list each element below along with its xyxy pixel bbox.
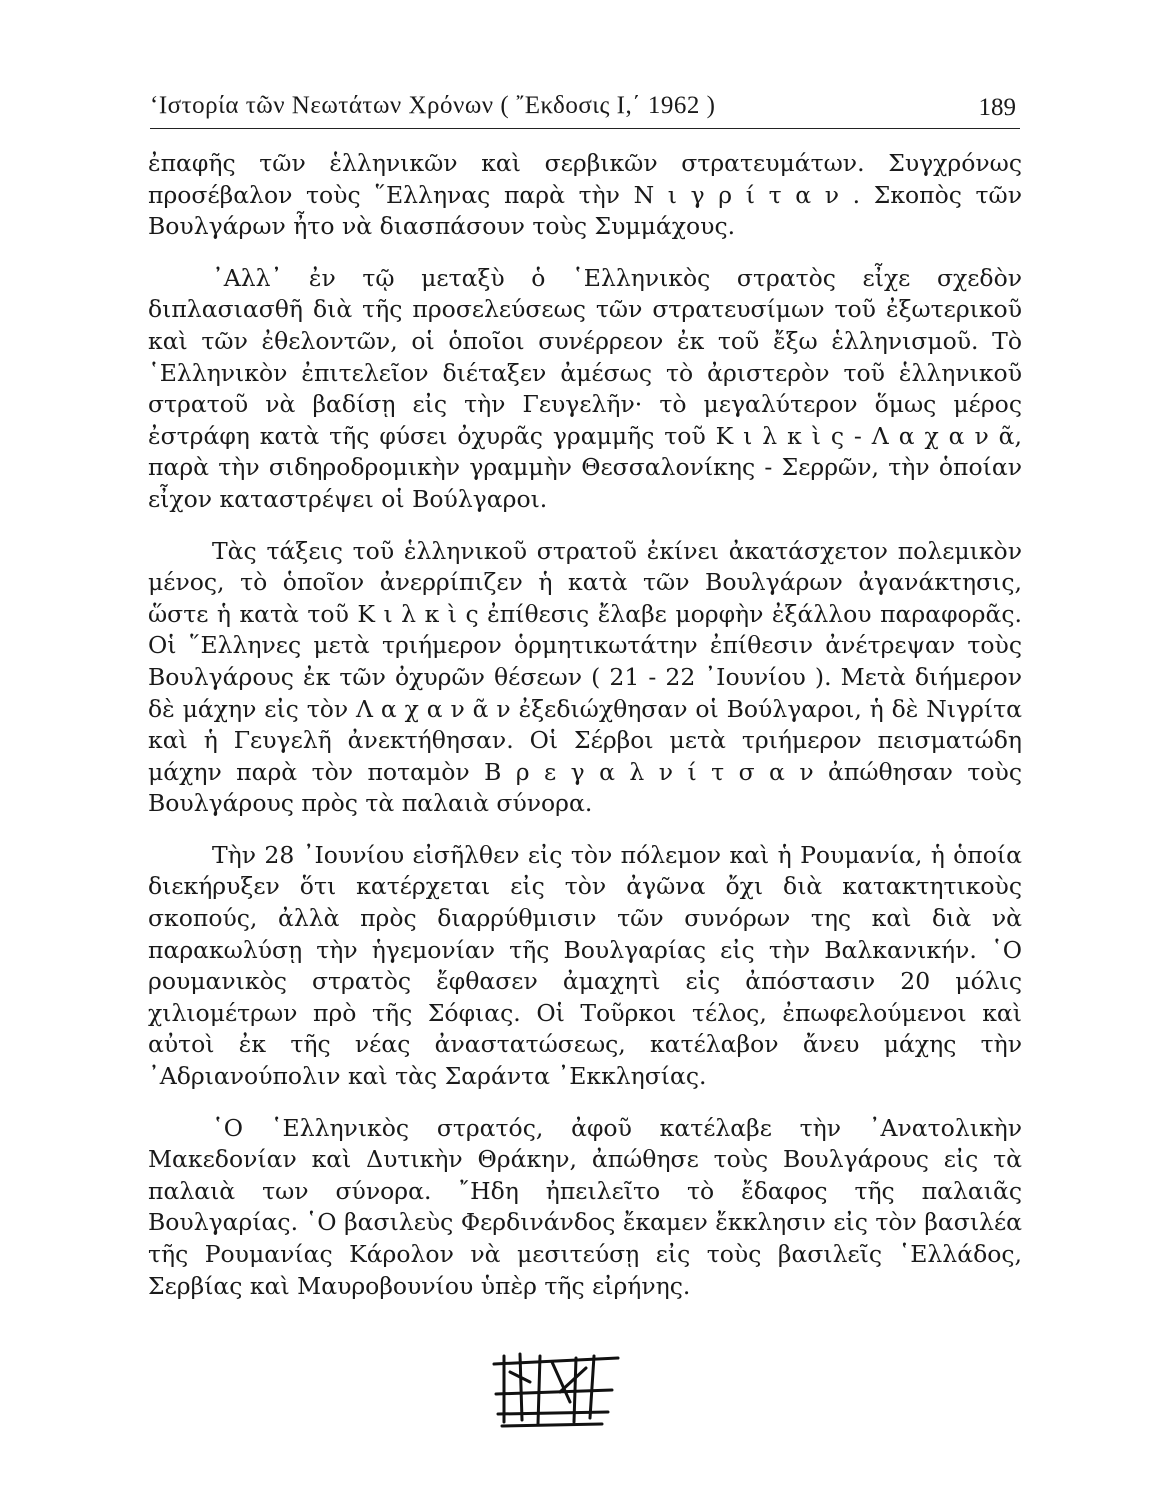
- book-title: ‘Ιστορία τῶν Νεωτάτων Χρόνων ( ῎Εκδοσις Ι,΄ 1962 ): [150, 92, 716, 119]
- paragraph-5: ῾Ο ῾Ελληνικὸς στρατός, ἀφοῦ κατέλαβε τὴν ᾿Ανατολικὴν Μακεδονίαν καὶ Δυτικὴν Θράκην, ἀπώθησε τοὺς Βουλγάρους εἰς τὰ παλαιὰ των σύνορα. ῎Ηδη ἠπειλεῖτο τὸ ἔδαφος τῆς παλαιᾶς Βουλγαρίας. ῾Ο βασιλεὺς Φερδινάνδος ἔκαμεν ἔκκλησιν εἰς τὸν βασιλέα τῆς Ρουμανίας Κάρολον νὰ μεσιτεύσῃ εἰς τοὺς βασιλεῖς ῾Ελλάδος, Σερβίας καὶ Μαυροβουνίου ὑπὲρ τῆς εἰρήνης.: [148, 1113, 1022, 1300]
- paragraph-2: ᾿Αλλ᾿ ἐν τῷ μεταξὺ ὁ ῾Ελληνικὸς στρατὸς εἶχε σχεδὸν διπλασιασθῆ διὰ τῆς προσελεύσεως τῶν στρατευσίμων τοῦ ἐξωτερικοῦ καὶ τῶν ἐθελοντῶν, οἱ ὁποῖοι συνέρρεον ἐκ τοῦ ἔξω ἑλληνισμοῦ. Τὸ ῾Ελληνικὸν ἐπιτελεῖον διέταξεν ἀμέσως τὸ ἀριστερὸν τοῦ ἑλληνικοῦ στρατοῦ νὰ βαδίσῃ εἰς τὴν Γευγελῆν· τὸ μεγαλύτερον ὅμως μέρος ἐστράφη κατὰ τῆς φύσει ὀχυρᾶς γραμμῆς τοῦ Κ ι λ κ ὶ ς - Λ α χ α ν ᾶ, παρὰ τὴν σιδηροδρομικὴν γραμμὴν Θεσσαλονίκης - Σερρῶν, τὴν ὁποίαν εἶχον καταστρέψει οἱ Βούλγαροι.: [148, 263, 1022, 513]
- page-number: 189: [978, 94, 1016, 121]
- hand-drawn-stamp: [490, 1352, 625, 1432]
- page-body: [148, 148, 1022, 1302]
- paragraph-4: Τὴν 28 ᾿Ιουνίου εἰσῆλθεν εἰς τὸν πόλεμον καὶ ἡ Ρουμανία, ἡ ὁποία διεκήρυξεν ὅτι κατέρχεται εἰς τὸν ἀγῶνα ὄχι διὰ κατακτητικοὺς σκοπούς, ἀλλὰ πρὸς διαρρύθμισιν τῶν συνόρων της καὶ διὰ νὰ παρακωλύσῃ τὴν ἡγεμονίαν τῆς Βουλγαρίας εἰς τὴν Βαλκανικήν. ῾Ο ρουμανικὸς στρατὸς ἔφθασεν ἀμαχητὶ εἰς ἀπόστασιν 20 μόλις χιλιομέτρων πρὸ τῆς Σόφιας. Οἱ Τοῦρκοι τέλος, ἐπωφελούμενοι καὶ αὐτοὶ ἐκ τῆς νέας ἀναστατώσεως, κατέλαβον ἄνευ μάχης τὴν ᾿Αδριανούπολιν καὶ τὰς Σαράντα ᾿Εκκλησίας.: [148, 840, 1022, 1091]
- paragraph-3: Τὰς τάξεις τοῦ ἑλληνικοῦ στρατοῦ ἐκίνει ἀκατάσχετον πολεμικὸν μένος, τὸ ὁποῖον ἀνερρίπιζεν ἡ κατὰ τῶν Βουλγάρων ἀγανάκτησις, ὥστε ἡ κατὰ τοῦ Κ ι λ κ ὶ ς ἐπίθεσις ἔλαβε μορφὴν ἐξάλλου παραφορᾶς. Οἱ ῞Ελληνες μετὰ τριήμερον ὁρμητικωτάτην ἐπίθεσιν ἀνέτρεψαν τοὺς Βουλγάρους ἐκ τῶν ὀχυρῶν θέσεων ( 21 - 22 ᾿Ιουνίου ). Μετὰ διήμερον δὲ μάχην εἰς τὸν Λ α χ α ν ᾶ ν ἐξεδιώχθησαν οἱ Βούλγαροι, ἡ δὲ Νιγρίτα καὶ ἡ Γευγελῆ ἀνεκτήθησαν. Οἱ Σέρβοι μετὰ τριήμερον πεισματώδη μάχην παρὰ τὸν ποταμὸν Β ρ ε γ α λ ν ί τ σ α ν ἀπώθησαν τοὺς Βουλγάρους πρὸς τὰ παλαιὰ σύνορα.: [148, 536, 1022, 818]
- paragraph-1: ἐπαφῆς τῶν ἑλληνικῶν καὶ σερβικῶν στρατευμάτων. Συγχρόνως προσέβαλον τοὺς ῞Ελληνας παρὰ τὴν Ν ι γ ρ ί τ α ν . Σκοπὸς τῶν Βουλγάρων ἦτο νὰ διασπάσουν τοὺς Συμμάχους.: [148, 149, 1022, 241]
- running-header: [150, 88, 1020, 129]
